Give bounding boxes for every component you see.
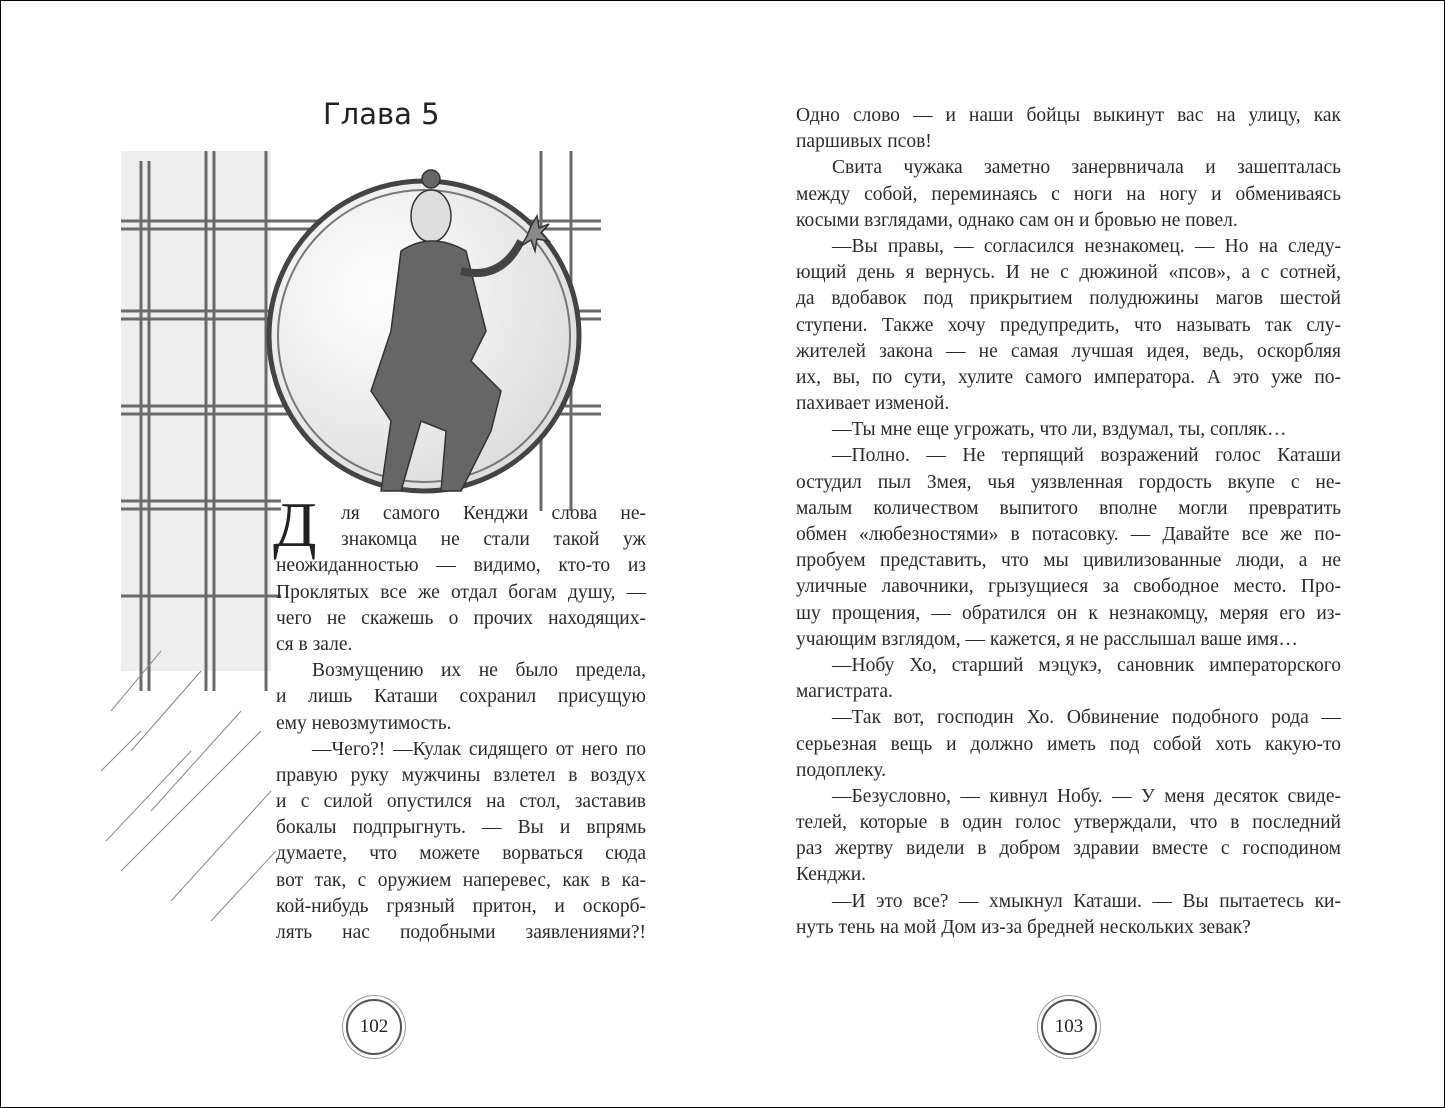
text-line: правую руку мужчины взлетел в воздух [276,764,646,786]
page-number: 102 [359,1016,389,1037]
text-line: Одно слово — и наши бойцы выкинут вас на улицу, как [796,105,1341,126]
text-line: Свита чужака заметно занервничала и зашепталась [832,157,1341,179]
text-line: —Так вот, господин Хо. Обвинение подобного рода — [832,707,1341,729]
left-page-text [273,489,646,946]
text-line: и лишь Каташи сохранил присущую [276,686,646,708]
text-line: жителей закона — не самая лучшая идея, ведь, оскорбляя [796,340,1341,362]
text-line: ющий день я вернусь. И не с дюжиной «псов», а с сотней, [796,262,1341,284]
left-page [1,1,723,1107]
text-line: телей, которые в один голос утверждали, что в последний [796,812,1341,834]
text-line: —Безусловно, — кивнул Нобу. — У меня десяток свиде- [832,785,1341,807]
text-line: подоплеку. [796,759,886,781]
text-line: кой-нибудь грязный притон, и оскорб- [276,895,646,917]
text-line: косыми взглядами, однако сам он и бровью не повел. [796,209,1238,231]
text-line: —И это все? — хмыкнул Каташи. — Вы пытаетесь ки- [832,890,1341,912]
page-number: 103 [1054,1016,1084,1037]
text-line: знакомца не стали такой уж [341,529,646,551]
text-line: малым количеством выпитого вполне могли превратить [796,497,1341,519]
drop-cap: Д [273,489,317,560]
text-line: да вдобавок под прикрытием полудюжины магов шестой [796,288,1341,310]
text-line: думаете, что можете ворваться сюда [276,843,646,865]
text-line: паршивых псов! [796,131,932,153]
page-number-badge [346,999,402,1055]
text-line: Проклятых все же отдал богам душу, — [276,581,646,603]
text-line: пробуем представить, что мы цивилизованные люди, а не [796,550,1341,572]
text-line: обмен «любезностями» в потасовку. — Давайте все же по- [796,524,1341,545]
text-line: пахивает изменой. [796,393,950,415]
text-line: нуть тень на мой Дом из-за бредней нескольких зевак? [796,916,1251,938]
text-line: Кенджи. [796,864,867,886]
text-line: ступени. Также хочу предупредить, что называть так слу- [796,314,1341,336]
text-line: уличные лавочники, грызущиеся за свободное место. Про- [796,576,1341,598]
text-line: шу прощения, — обратился он к незнакомцу, меряя его из- [796,602,1341,624]
page-number-badge [1041,999,1097,1055]
text-line: остудил пыл Змея, чья уязвленная гордость вкупе с не- [796,471,1341,493]
text-line: ся в зале. [276,633,353,655]
text-line: Возмущению их не было предела, [312,660,646,682]
text-line: магистрата. [796,681,893,703]
floor-hatching [101,651,276,921]
text-line: неожиданностью — видимо, кто-то из [276,555,646,577]
text-line: между собой, переминаясь с ноги на ногу и обмениваясь [796,183,1341,205]
text-line: лять нас подобными заявлениями?! [276,922,646,943]
text-line: —Полно. — Не терпящий возражений голос Каташи [832,445,1341,467]
text-line: —Вы правы, — согласился незнакомец. — Но на следу- [832,235,1341,257]
right-page-text [796,103,1341,941]
text-line: ему невозмутимость. [276,712,452,734]
text-line: и с силой опустился на стол, заставив [276,791,646,813]
text-line: —Ты мне еще угрожать, что ли, вздумал, ты, сопляк… [832,419,1287,441]
text-line: учающим взглядом, — кажется, я не расслышал ваше имя… [796,628,1298,650]
text-line: —Чего?! —Кулак сидящего от него по [312,738,646,760]
text-line: раз жертву видели в добром здравии вместе с господином [796,838,1341,860]
text-line: серьезная вещь и должно иметь под собой хоть какую-то [796,733,1341,755]
chapter-title: Глава 5 [323,97,440,131]
text-line: их, вы, по сути, хулите самого императора. А это уже по- [796,366,1341,388]
text-line: бокалы подпрыгнуть. — Вы и впрямь [276,817,646,839]
text-line: вот так, с оружием наперевес, как в ка- [276,869,646,891]
text-line: ля самого Кенджи слова не- [341,503,646,524]
text-line: —Нобу Хо, старший мэцукэ, сановник императорского [832,654,1341,676]
right-page [723,1,1444,1107]
text-line: чего не скажешь о прочих находящих- [276,607,646,629]
